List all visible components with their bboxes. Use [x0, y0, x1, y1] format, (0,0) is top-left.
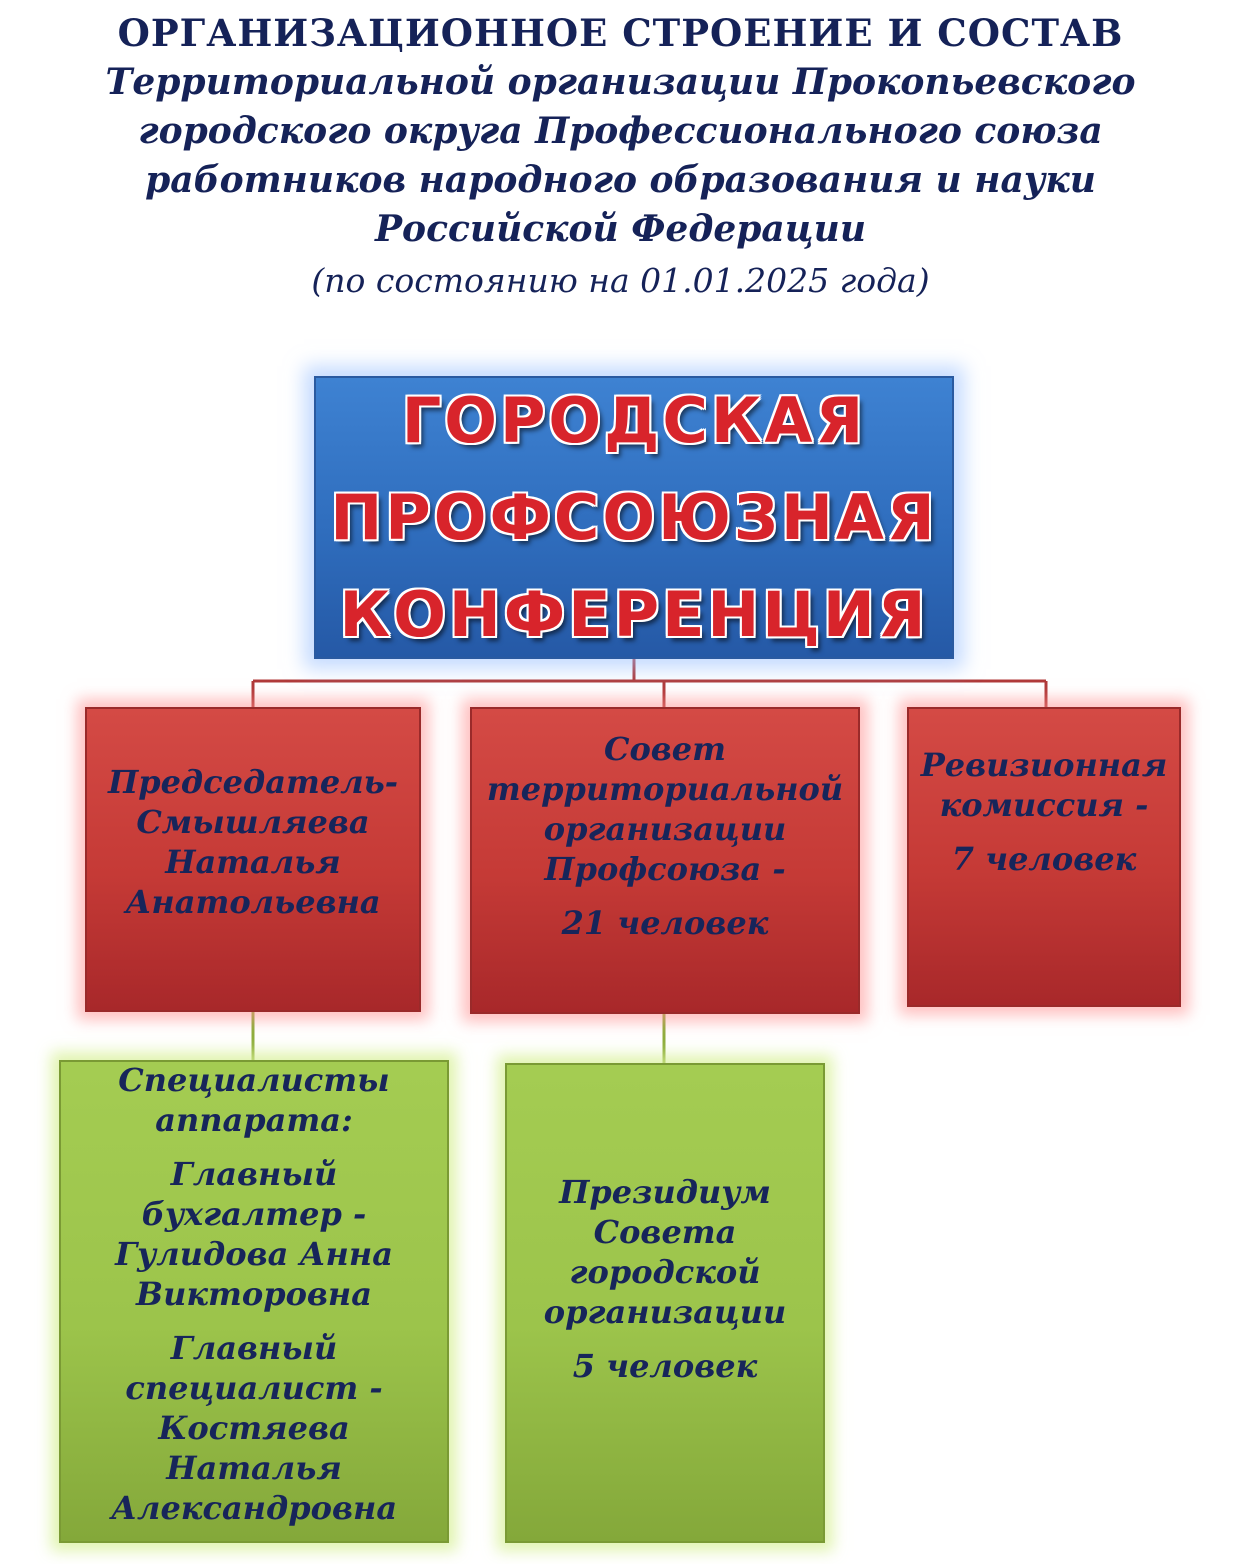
presidium-box [505, 1063, 825, 1543]
presidium-count: 5 человек [572, 1347, 758, 1385]
conference-connectors [253, 659, 1046, 707]
chairman-box [85, 707, 421, 1012]
subtitle-line-4: Российской Федерации [374, 208, 867, 250]
presidium-line-2: Совета [593, 1213, 737, 1251]
specialist-line-3: Костяева [158, 1408, 350, 1447]
chairman-line-4: Анатольевна [125, 882, 381, 921]
council-count: 21 человек [561, 903, 769, 942]
council-line-4: Профсоюза - [544, 849, 786, 888]
subtitle-line-3: работников народного образования и науки [145, 159, 1096, 201]
audit-box [907, 707, 1181, 1007]
accountant-line-2: бухгалтер - [141, 1194, 367, 1233]
accountant-line-3: Гулидова Анна [115, 1234, 393, 1273]
specialists-heading-1: Специалисты [118, 1060, 390, 1099]
conference-line-1: ГОРОДСКАЯ [401, 384, 867, 457]
page-title: ОРГАНИЗАЦИОННОЕ СТРОЕНИЕ И СОСТАВ [117, 11, 1124, 55]
subtitle-line-1: Территориальной организации Прокопьевского [105, 61, 1136, 103]
lower-connectors [253, 1012, 664, 1063]
date-note: (по состоянию на 01.01.2025 года) [311, 261, 930, 300]
chairman-line-3: Наталья [165, 842, 341, 881]
presidium-line-3: городской [569, 1253, 761, 1291]
subtitle-line-2: городского округа Профессионального союза [138, 110, 1103, 152]
specialists-box [59, 1060, 449, 1543]
audit-line-2: комиссия - [939, 786, 1149, 824]
conference-line-3: КОНФЕРЕНЦИЯ [339, 578, 929, 651]
audit-count: 7 человек [951, 840, 1137, 878]
presidium-line-1: Президиум [559, 1173, 771, 1211]
audit-line-1: Ревизионная [920, 746, 1168, 784]
council-line-1: Совет [603, 729, 727, 768]
specialist-line-4: Наталья [166, 1448, 342, 1487]
specialists-heading-2: аппарата: [155, 1100, 353, 1139]
specialist-line-5: Александровна [110, 1488, 398, 1527]
chairman-line-2: Смышляева [136, 802, 370, 841]
council-line-3: организации [543, 809, 787, 848]
conference-box [314, 376, 954, 659]
council-line-2: территориальной [486, 769, 844, 808]
accountant-line-1: Главный [170, 1154, 338, 1193]
specialist-line-2: специалист - [125, 1368, 383, 1407]
accountant-line-4: Викторовна [136, 1274, 372, 1313]
chairman-line-1: Председатель- [107, 762, 399, 801]
specialist-line-1: Главный [170, 1328, 338, 1367]
council-box [470, 707, 860, 1014]
conference-line-2: ПРОФСОЮЗНАЯ [330, 481, 938, 554]
presidium-line-4: организации [543, 1293, 787, 1331]
